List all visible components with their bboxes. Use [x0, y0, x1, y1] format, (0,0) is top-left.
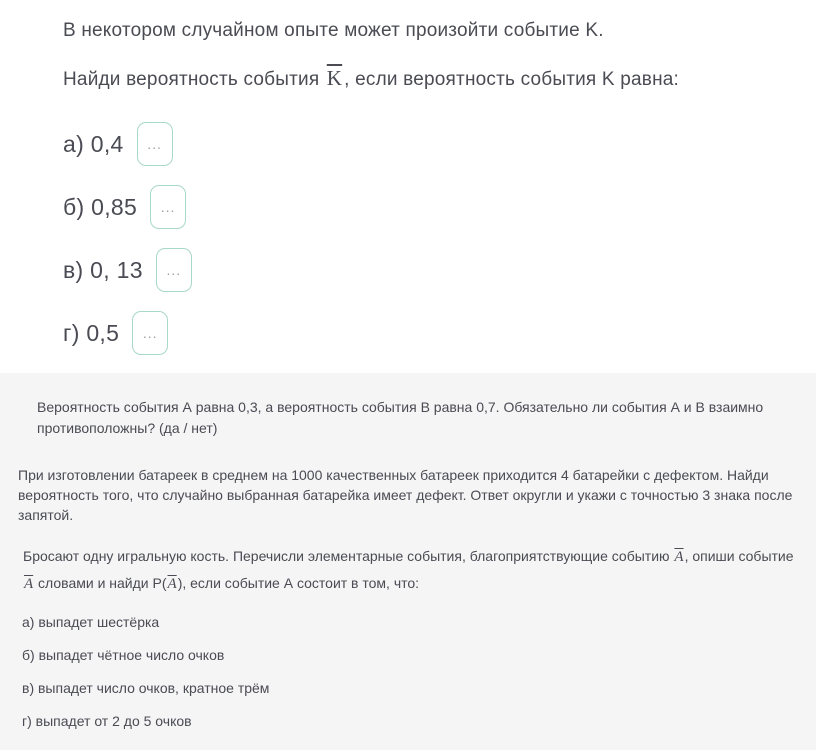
option-row-v	[63, 248, 800, 292]
problem4-item-v: в) выпадет число очков, кратное трём	[22, 680, 270, 696]
option-g-label: г) 0,5	[63, 319, 120, 346]
option-row-b	[63, 185, 800, 229]
problem4-part2: , опиши событие	[684, 548, 794, 564]
answer-options-list	[63, 122, 800, 355]
option-a-label: а) 0,4	[63, 130, 124, 157]
problem-1-section	[0, 0, 816, 373]
additional-problems-section	[0, 373, 816, 750]
problem4-item-a: а) выпадет шестёрка	[22, 614, 160, 630]
option-row-g	[63, 311, 800, 355]
problem3-text: При изготовлении батареек в среднем на 1000 качественных батареек приходится 4 батарейки с дефектом. Найди вероятность того, что случайно выбранная батарейка имеет дефект. Ответ округли и укажи с точностью 3 знака после запятой.	[18, 467, 793, 523]
problem4-item-b: б) выпадет чётное число очков	[22, 647, 225, 663]
a-bar-math-symbol: $\overline{A}$	[674, 549, 684, 565]
problem1-statement: В некотором случайном опыте может произойти событие K.	[63, 20, 604, 41]
answer-input-a[interactable]	[137, 122, 173, 166]
problem4-part1: Бросают одну игральную кость. Перечисли элементарные события, благоприятствующие событию	[23, 548, 674, 564]
problem2-text: Вероятность события А равна 0,3, а вероятность события В равна 0,7. Обязательно ли события А и В взаимно противоположны? (да / нет)	[37, 399, 764, 436]
option-b-label: б) 0,85	[63, 193, 138, 220]
answer-input-g[interactable]	[132, 311, 168, 355]
option-row-a	[63, 122, 800, 166]
k-bar-math-symbol: $\overline{K}$	[326, 66, 343, 90]
problem1-question-suffix: , если вероятность события K равна:	[344, 69, 680, 90]
problem1-question	[63, 65, 800, 93]
option-v-label: в) 0, 13	[63, 256, 143, 283]
answer-input-v[interactable]	[156, 248, 192, 292]
answer-input-b[interactable]	[150, 185, 186, 229]
problem4-part4: ), если событие А состоит в том, что:	[177, 575, 420, 591]
problem4-item-g: г) выпадет от 2 до 5 очков	[22, 713, 192, 729]
problem4-text	[23, 543, 801, 597]
a-bar-math-symbol: $\overline{A}$	[24, 576, 34, 592]
problem4-items-list	[22, 615, 816, 729]
problem4-part3: словами и найди P(	[34, 575, 167, 591]
a-bar-math-symbol: $\overline{A}$	[167, 576, 177, 592]
problem1-question-prefix: Найди вероятность события	[63, 69, 325, 90]
